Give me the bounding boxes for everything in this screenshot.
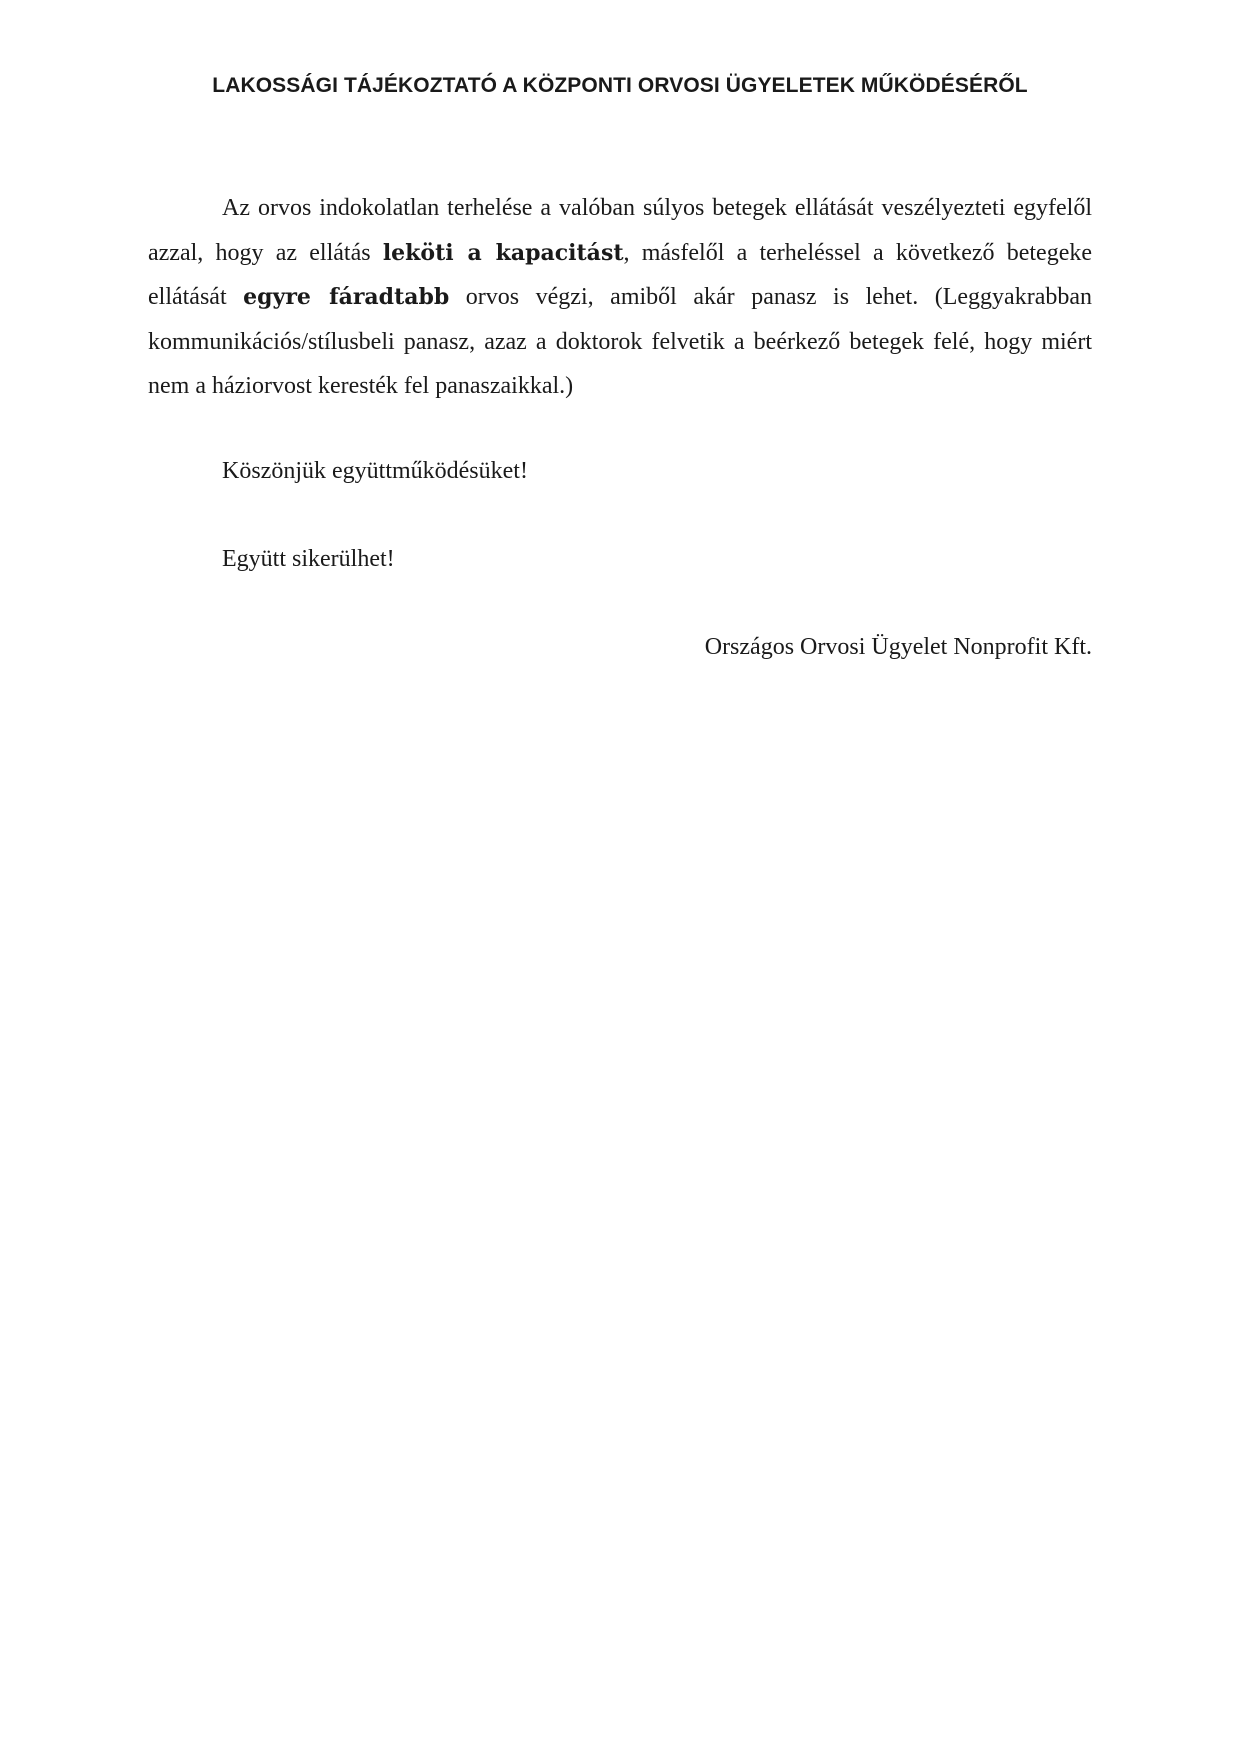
document-title: LAKOSSÁGI TÁJÉKOZTATÓ A KÖZPONTI ORVOSI ÜGYELETEK MŰKÖDÉSÉRŐL <box>212 74 1028 97</box>
paragraph-text-part-2: , másfelől a terheléssel a következő betegeke ellátását <box>148 239 1093 310</box>
closing-together: Együtt sikerülhet! <box>222 546 395 572</box>
body-paragraph <box>148 186 1092 409</box>
paragraph-text-part-1: Az orvos indokolatlan terhelése a valóban súlyos betegek ellátását veszélyezteti egyfelől azzal, hogy az ellátás <box>148 195 1092 266</box>
emphasis-capacity: leköti a kapacitást <box>382 239 624 266</box>
signature: Országos Orvosi Ügyelet Nonprofit Kft. <box>704 634 1092 660</box>
closing-thanks: Köszönjük együttműködésüket! <box>222 458 528 484</box>
emphasis-tired-doctor: egyre fáradtabb <box>243 284 450 310</box>
paragraph-text-part-3: orvos végzi, amiből akár panasz is lehet. (Leggyakrabban kommunikációs/stílusbeli panasz, azaz a doktorok felvetik a beérkező betegek felé, hogy miért nem a háziorvost keresték fel panaszaikkal.) <box>148 284 1092 399</box>
